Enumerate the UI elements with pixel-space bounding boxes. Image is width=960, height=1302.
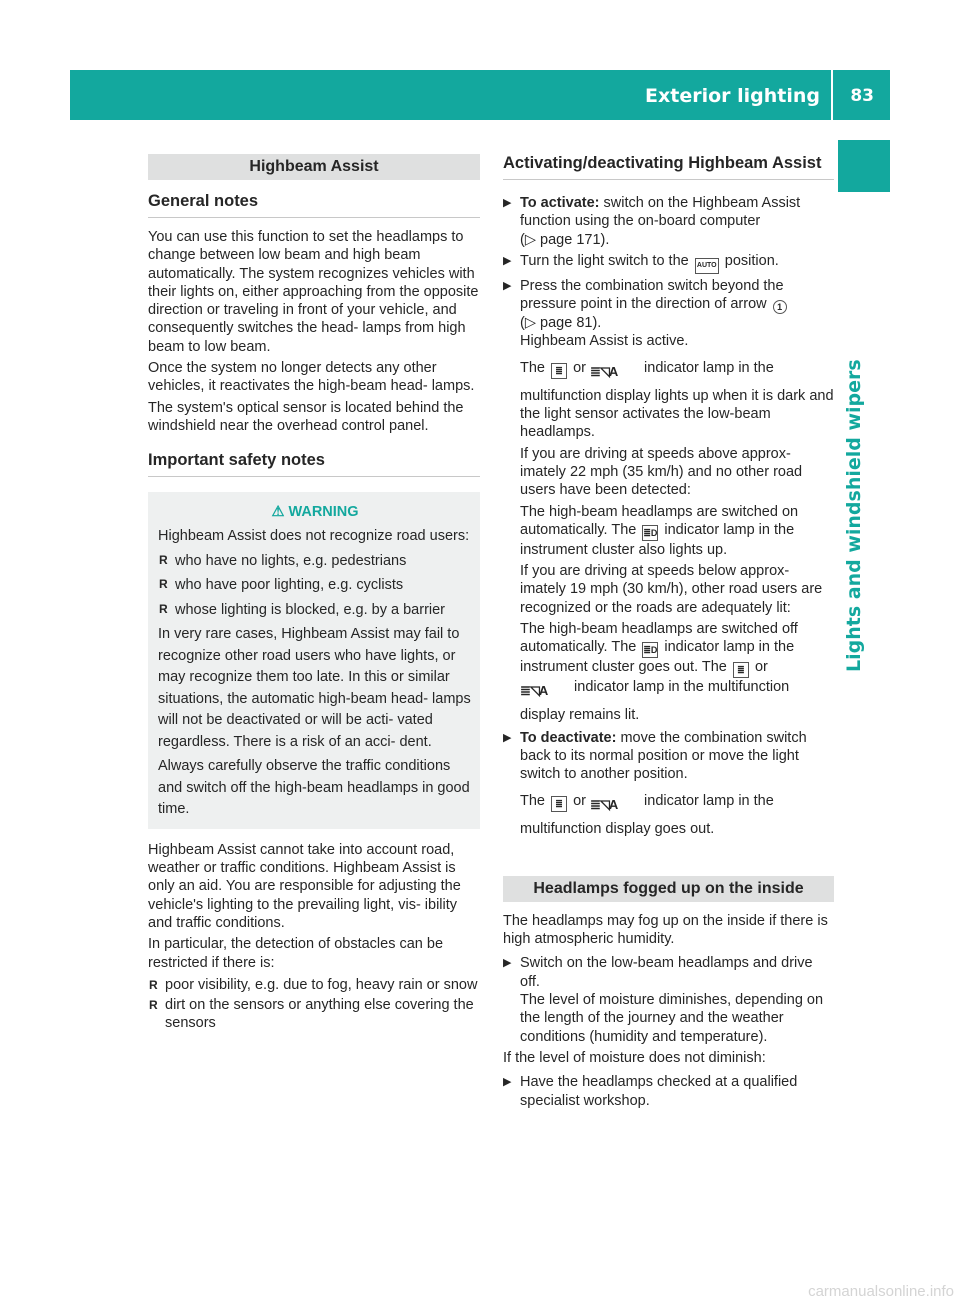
fog-p2: If the level of moisture does not diminish: [503,1049,766,1066]
high-beam-icon: ≣D [642,525,658,541]
general-p3: The system's optical sensor is located behind the windshield near the overhead control panel. [148,399,464,434]
step-arrow-icon: ▶ [503,957,512,970]
list-item: R who have poor lighting, e.g. cyclists [159,577,404,594]
fog-step-1: ▶ Switch on the low-beam headlamps and drive off. The level of moisture diminishes, depending on the length of the journey and the weather conditions (humidity and temperature). [503,955,824,1045]
step-arrow-icon: ▶ [503,197,512,209]
watermark: carmanualsonline.info [808,1283,954,1300]
general-p2: Once the system no longer detects any other vehicles, it reactivates the high-beam head- lamps. [148,360,475,395]
header-bar [70,70,890,120]
warning-p3: Always carefully observe the traffic conditions and switch off the high-beam headlamps in good time. [158,758,470,818]
circle-one-icon: 1 [773,300,787,314]
right-column [503,152,834,1110]
step-deactivate: ▶ To deactivate: move the combination switch back to its normal position or move the light switch to another position. The ≣ or ≣◹A indicator lamp in the multifunction display goes out. [503,729,807,837]
step-arrow-icon: ▶ [503,1076,512,1089]
after-p2: In particular, the detection of obstacles can be restricted if there is: [148,936,444,971]
header-divider [831,70,833,120]
warning-title: ⚠ WARNING [271,504,359,521]
step-arrow-icon: ▶ [503,731,512,744]
step-arrow-icon: ▶ [503,254,512,267]
list-item: R who have no lights, e.g. pedestrians [159,552,407,569]
header-title: Exterior lighting [645,85,820,107]
list-item: R whose lighting is blocked, e.g. by a barrier [159,601,446,618]
list-item: R poor visibility, e.g. due to fog, heavy rain or snow [149,976,478,993]
fog-section-title: Headlamps fogged up on the inside [503,876,834,902]
page-ref-icon: ▷ [524,315,536,332]
highbeam-assist-icon: ≣ [733,662,749,678]
side-tab-marker [838,140,890,192]
warning-intro: Highbeam Assist does not recognize road users: [158,528,470,545]
auto-icon: AUTO [695,258,719,274]
highbeam-assist-large-icon: ≣◹A [520,683,548,699]
warning-box [148,492,480,829]
general-p1: You can use this function to set the headlamps to change between low beam and high beam automatically. The system recognizes vehicles with their lights on, either approaching from the opposite direction or traveling in front of your vehicle, and consequently switches the head- lamps from high beam to low beam. [148,229,479,355]
step-arrow-icon: ▶ [503,279,512,292]
general-notes-heading: General notes [148,190,480,218]
page-number: 83 [850,86,874,106]
list-item: R dirt on the sensors or anything else covering the sensors [149,997,474,1032]
warning-p2: In very rare cases, Highbeam Assist may fail to recognize other road users who have lights, or may recognize them too late. In this or similar situations, the automatic high-beam head- lamps will not be deactivated or will be acti- vated regardless. There is a risk of an acci- dent. [158,626,471,750]
highbeam-assist-icon: ≣ [551,796,567,812]
fog-step-2: ▶ Have the headlamps checked at a qualified specialist workshop. [503,1074,798,1109]
step-activate: ▶ To activate: switch on the Highbeam Assist function using the on-board computer (▷ page 171). [503,195,801,248]
fog-p1: The headlamps may fog up on the inside if there is high atmospheric humidity. [503,912,828,948]
highbeam-assist-icon: ≣ [551,363,567,379]
after-p1: Highbeam Assist cannot take into account road, weather or traffic conditions. Highbeam Assist is only an aid. You are responsible for adjusting the vehicle's lighting to the prevailing light, vis- ibility and traffic conditions. [148,841,461,931]
step-combination-switch: ▶ Press the combination switch beyond the pressure point in the direction of arrow 1 (▷ page 81). Highbeam Assist is active. The ≣ or ≣◹A indicator lamp in the multifunction display lights up when it is dark and the light sensor activates the low-beam headlamps. If you are driving at speeds above approx- imately 22 mph (35 km/h) and no other road users have been detected: The high-beam headlamps are switched on automatically. The ≣D indicator lamp in the instrument cluster also lights up. If you are driving at speeds below approx- imately 19 mph (30 km/h), other road users are recognized or the roads are adequately lit: The high-beam headlamps are switched off automatically. The ≣D indicator lamp in the instrument cluster goes out. The ≣ or ≣◹A indicator lamp in the multifunction display remains lit. [503,277,834,724]
high-beam-icon: ≣D [642,642,658,658]
safety-heading: Important safety notes [148,449,480,477]
warning-icon: ⚠ [271,504,285,521]
left-column [148,154,480,1033]
highbeam-assist-large-icon: ≣◹A [590,363,618,379]
section-title: Highbeam Assist [148,154,480,180]
step-light-switch: ▶ Turn the light switch to the AUTO position. [503,252,834,274]
activate-heading: Activating/deactivating Highbeam Assist [503,152,834,180]
chapter-tab: Lights and windshield wipers [843,359,865,672]
highbeam-assist-large-icon: ≣◹A [590,796,618,812]
page-ref-icon: ▷ [524,231,536,248]
